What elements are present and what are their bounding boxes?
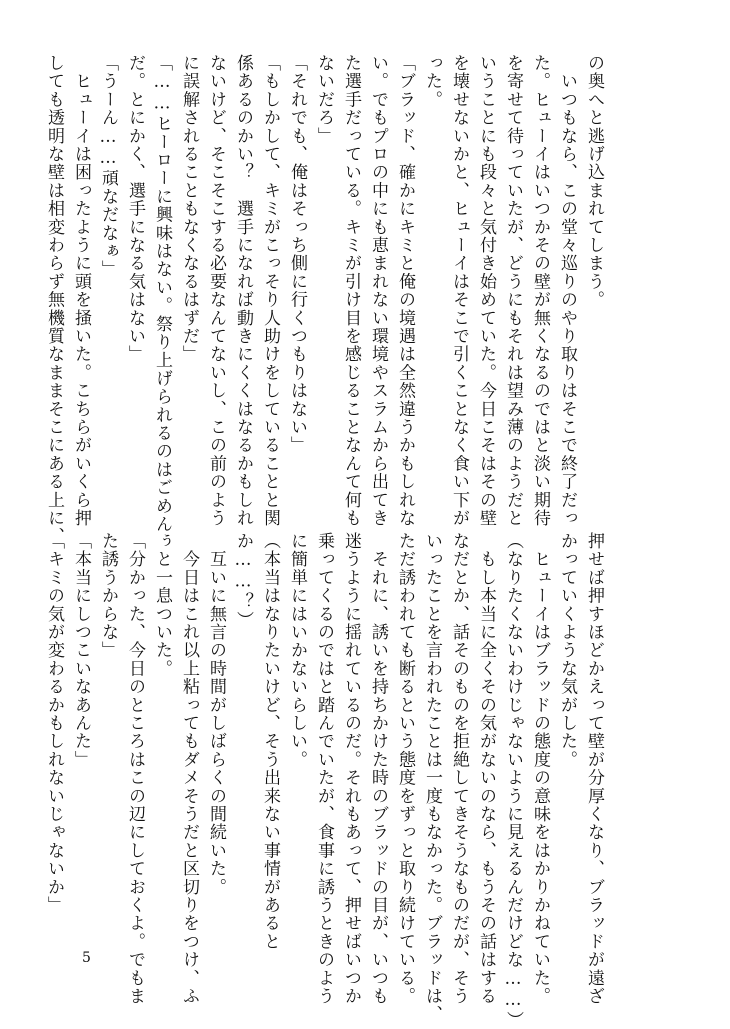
text-line: いうことにも段々と気付き始めていた。今日こそはその壁 <box>476 54 496 528</box>
text-line: 「うーん……頑なだなぁ」 <box>98 54 118 279</box>
text-line: を壊せないかと、ヒューイはそこで引くことなく食い下が <box>449 54 469 528</box>
text-line: い。でもプロの中にも恵まれない環境やスラムから出てき <box>368 54 388 528</box>
text-line: それに、誘いを持ちかけた時のブラッドの目が、いつも <box>368 532 388 1006</box>
text-line: 互いに無言の時間がしばらくの間続いた。 <box>206 532 226 896</box>
text-line: （本当はなりたいけど、そう出来ない事情があると <box>260 532 280 951</box>
text-line: 「それでも、俺はそっち側に行くつもりはない」 <box>287 54 307 455</box>
text-block-bottom <box>43 532 605 1029</box>
text-line: もし本当に全くその気がないのなら、もうその話はする <box>476 532 496 1006</box>
page-number: 5 <box>82 950 91 966</box>
text-line: ただ誘われても断るという態度をずっと取り続けている。 <box>395 532 415 1006</box>
text-line: ヒューイはブラッドの態度の意味をはかりかねていた。 <box>530 532 550 1006</box>
text-line: 「キミの気が変わるかもしれないじゃないか」 <box>44 532 64 915</box>
text-line: 乗ってくるのではと踏んでいたが、食事に誘うときのよう <box>314 532 334 1006</box>
text-line: に誤解されることもなくなるはずだ」 <box>179 54 199 364</box>
text-line: た誘うからな」 <box>98 532 118 660</box>
text-line: を寄せて待っていたが、どうにもそれは望み薄のようだと <box>503 54 523 528</box>
text-line: 係あるのかい？ 選手になれば動きにくくはなるかもしれ <box>233 54 253 528</box>
text-block-top <box>43 54 605 546</box>
text-line: 「……ヒーローに興味はない。祭り上げられるのはごめん <box>152 54 172 534</box>
text-line: いったことを言われたことは一度もなかった。ブラッドは、 <box>422 532 442 1024</box>
text-line: った。 <box>422 54 442 109</box>
text-line: しても透明な壁は相変わらず無機質なままそこにある上に、 <box>44 54 64 546</box>
text-line: かっていくような気がした。 <box>557 532 577 769</box>
text-line: （なりたくないわけじゃないように見えるんだけどな……） <box>503 532 523 1029</box>
text-line: の奥へと逃げ込まれてしまう。 <box>584 54 604 309</box>
text-line: いつもなら、この堂々巡りのやり取りはそこで終了だっ <box>557 54 577 528</box>
text-line: 「もしかして、キミがこっそり人助けをしていることと関 <box>260 54 280 528</box>
text-line: なだとか、話そのものを拒絶してきそうなものだが、そう <box>449 532 469 1006</box>
text-line: た。ヒューイはいつかその壁が無くなるのではと淡い期待 <box>530 54 550 528</box>
text-line: 「ブラッド、確かにキミと俺の境遇は全然違うかもしれな <box>395 54 415 528</box>
text-line: た選手だっている。キミが引け目を感じることなんて何も <box>341 54 361 528</box>
text-line: 今日はこれ以上粘ってもダメそうだと区切りをつけ、ふ <box>179 532 199 1006</box>
text-line: ヒューイは困ったように頭を掻いた。こちらがいくら押 <box>71 54 91 528</box>
text-line: ないけど、そこそこする必要なんてないし、この前のよう <box>206 54 226 528</box>
text-line: 「分かった、今日のところはこの辺にしておくよ。でもま <box>125 532 145 1006</box>
text-line: ぅと一息ついた。 <box>152 532 172 678</box>
text-line: か……？） <box>233 532 253 629</box>
text-line: だ。とにかく、選手になる気はない」 <box>125 54 145 364</box>
text-line: 押せば押すほどかえって壁が分厚くなり、ブラッドが遠ざ <box>584 532 604 1006</box>
text-line: ないだろ」 <box>314 54 334 145</box>
text-line: 迷うように揺れているのだ。それもあって、押せばいつか <box>341 532 361 1006</box>
text-line: 「本当にしつこいなあんた」 <box>71 532 91 769</box>
text-line: に簡単にはいかないらしい。 <box>287 532 307 769</box>
